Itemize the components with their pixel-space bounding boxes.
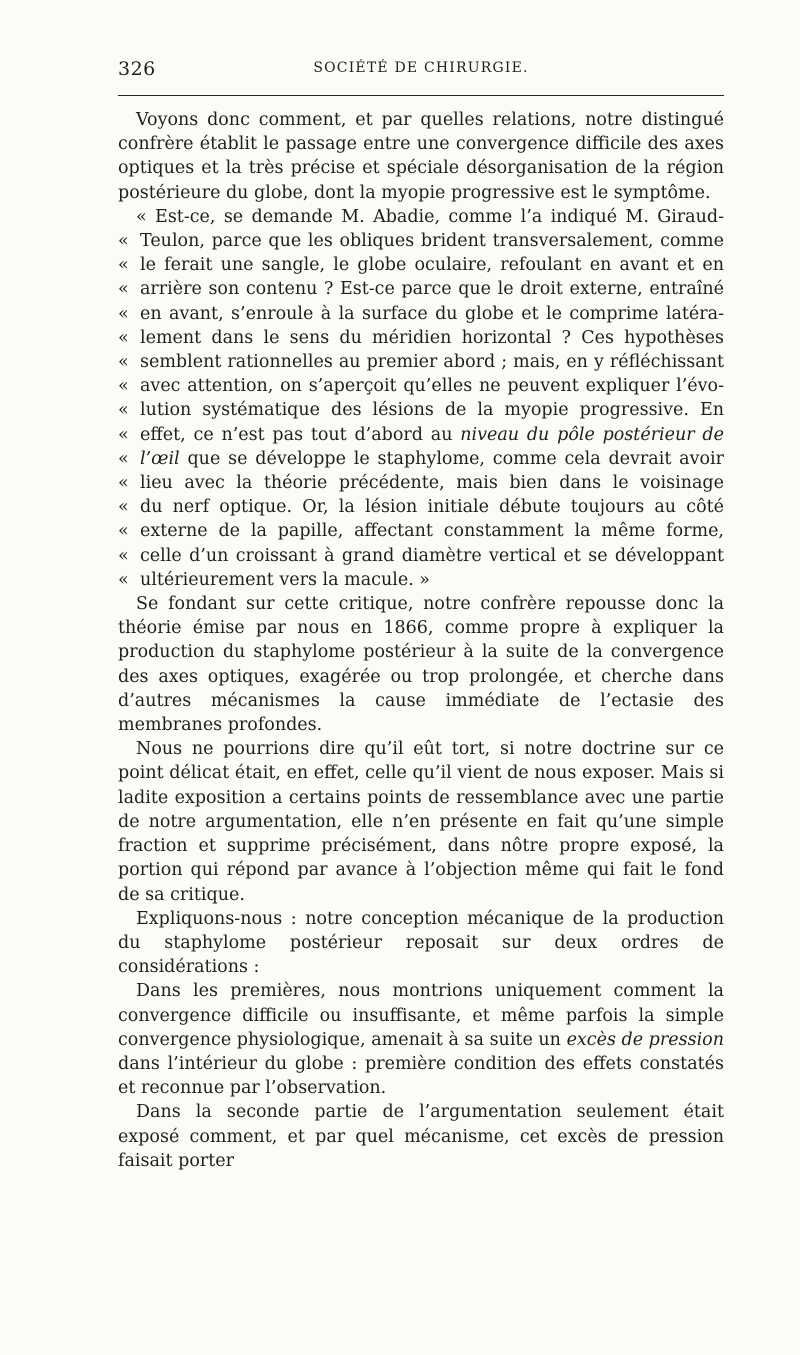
quote-line: [118, 423, 724, 447]
quote-line-text: lution systématique des lésions de la myopie progressive. En: [140, 400, 724, 421]
italic-phrase: excès de pression: [566, 1029, 724, 1050]
quote-line-text: celle d’un croissant à grand diamètre vertical et se développant: [140, 545, 724, 566]
guillemet: «: [118, 400, 129, 421]
guillemet: «: [118, 497, 129, 518]
quote-line: [118, 568, 724, 592]
guillemet: «: [118, 231, 129, 252]
guillemet: «: [118, 255, 129, 276]
quote-line: [118, 253, 724, 277]
page-header: [118, 56, 724, 88]
quote-line-text: semblent rationnelles au premier abord ; mais, en y réfléchissant: [140, 352, 724, 373]
quote-line: [118, 495, 724, 519]
header-rule: [118, 95, 724, 96]
quote-line: [118, 277, 724, 301]
quote-line-text: du nerf optique. Or, la lésion initiale débute toujours au côté: [140, 497, 724, 518]
guillemet: «: [118, 376, 129, 397]
paragraph-5-text-end: dans l’intérieur du globe : première condition des effets constatés et reconnue par l’observation.: [118, 1053, 724, 1099]
guillemet: «: [118, 569, 129, 590]
quote-line-text: le ferait une sangle, le globe oculaire, refoulant en avant et en: [140, 255, 724, 276]
quote-line-text: externe de la papille, affectant constamment la même forme,: [140, 521, 724, 542]
guillemet: «: [118, 521, 129, 542]
italic-phrase: niveau du pôle postérieur de: [460, 424, 724, 445]
quote-line: [118, 326, 724, 350]
paragraph-1: Voyons donc comment, et par quelles relations, notre distingué confrère établit le passage entre une convergence difficile des axes optiques et la très précise et spéciale désorganisation de la région postérieure du globe, dont la myopie progressive est le symptôme.: [118, 110, 724, 203]
quote-line-1: « Est-ce, se demande M. Abadie, comme l’a indiqué M. Giraud-: [136, 206, 724, 227]
quote-line-text: lement dans le sens du méridien horizontal ? Ces hypothèses: [140, 327, 724, 348]
quote-line-text: que se développe le staphylome, comme cela devrait avoir: [187, 448, 724, 469]
guillemet: «: [118, 327, 129, 348]
running-title: SOCIÉTÉ DE CHIRURGIE.: [313, 60, 529, 76]
quote-line: [118, 302, 724, 326]
paragraph-4: Expliquons-nous : notre conception mécanique de la production du staphylome postérieur reposait sur deux ordres de considérations :: [118, 908, 724, 978]
quote-line: [118, 447, 724, 471]
quote-line: [118, 398, 724, 422]
quote-line-text: en avant, s’enroule à la surface du globe et le comprime latéra-: [140, 303, 724, 324]
page-number: 326: [118, 58, 156, 80]
guillemet: «: [118, 279, 129, 300]
quote-line-text: arrière son contenu ? Est-ce parce que le droit externe, entraîné: [140, 279, 724, 300]
quote-line: [118, 519, 724, 543]
paragraph-6: Dans la seconde partie de l’argumentation seulement était exposé comment, et par quel mécanisme, cet excès de pression faisait porter: [118, 1102, 724, 1171]
quotation-block: [118, 205, 724, 592]
paragraph-5: [118, 979, 724, 1100]
paragraph-2: Se fondant sur cette critique, notre confrère repousse donc la théorie émise par nous en 1866, comme propre à expliquer la production du staphylome postérieur à la suite de la convergence des axes optiques, exagérée ou trop prolongée, et cherche dans d’autres mécanismes la cause immédiate de l’ectasie des membranes profondes.: [118, 594, 724, 736]
italic-phrase: l’œil: [140, 448, 180, 469]
quote-line: [118, 229, 724, 253]
quote-line-text: avec attention, on s’aperçoit qu’elles ne peuvent expliquer l’évo-: [140, 376, 724, 397]
quote-line-text: effet, ce n’est pas tout d’abord au: [140, 424, 453, 445]
paragraph-3: Nous ne pourrions dire qu’il eût tort, si notre doctrine sur ce point délicat était, en effet, celle qu’il vient de nous exposer. Mais si ladite exposition a certains points de ressemblance avec une partie de notre argumentation, elle n’en présente en fait qu’une simple fraction et supprime précisément, dans nôtre propre exposé, la portion qui répond par avance à l’objection même qui fait le fond de sa critique.: [118, 739, 724, 905]
guillemet: «: [118, 303, 129, 324]
paragraph-5-text: Dans les premières, nous montrions uniquement comment la convergence difficile ou insuffisante, et même parfois la simple convergence physiologique, amenait à sa suite un: [118, 981, 724, 1050]
guillemet: «: [118, 448, 129, 469]
quote-line: [118, 544, 724, 568]
guillemet: «: [118, 424, 129, 445]
quote-line: [118, 471, 724, 495]
guillemet: «: [118, 473, 129, 494]
quote-line-text: Teulon, parce que les obliques brident transversalement, comme: [140, 231, 724, 252]
guillemet: «: [118, 545, 129, 566]
quote-line: [118, 350, 724, 374]
quote-line: [118, 374, 724, 398]
body-text: [118, 108, 724, 1173]
guillemet: «: [118, 352, 129, 373]
quote-line-text: lieu avec la théorie précédente, mais bien dans le voisinage: [140, 473, 724, 494]
quote-line-text: ultérieurement vers la macule. »: [140, 569, 431, 590]
